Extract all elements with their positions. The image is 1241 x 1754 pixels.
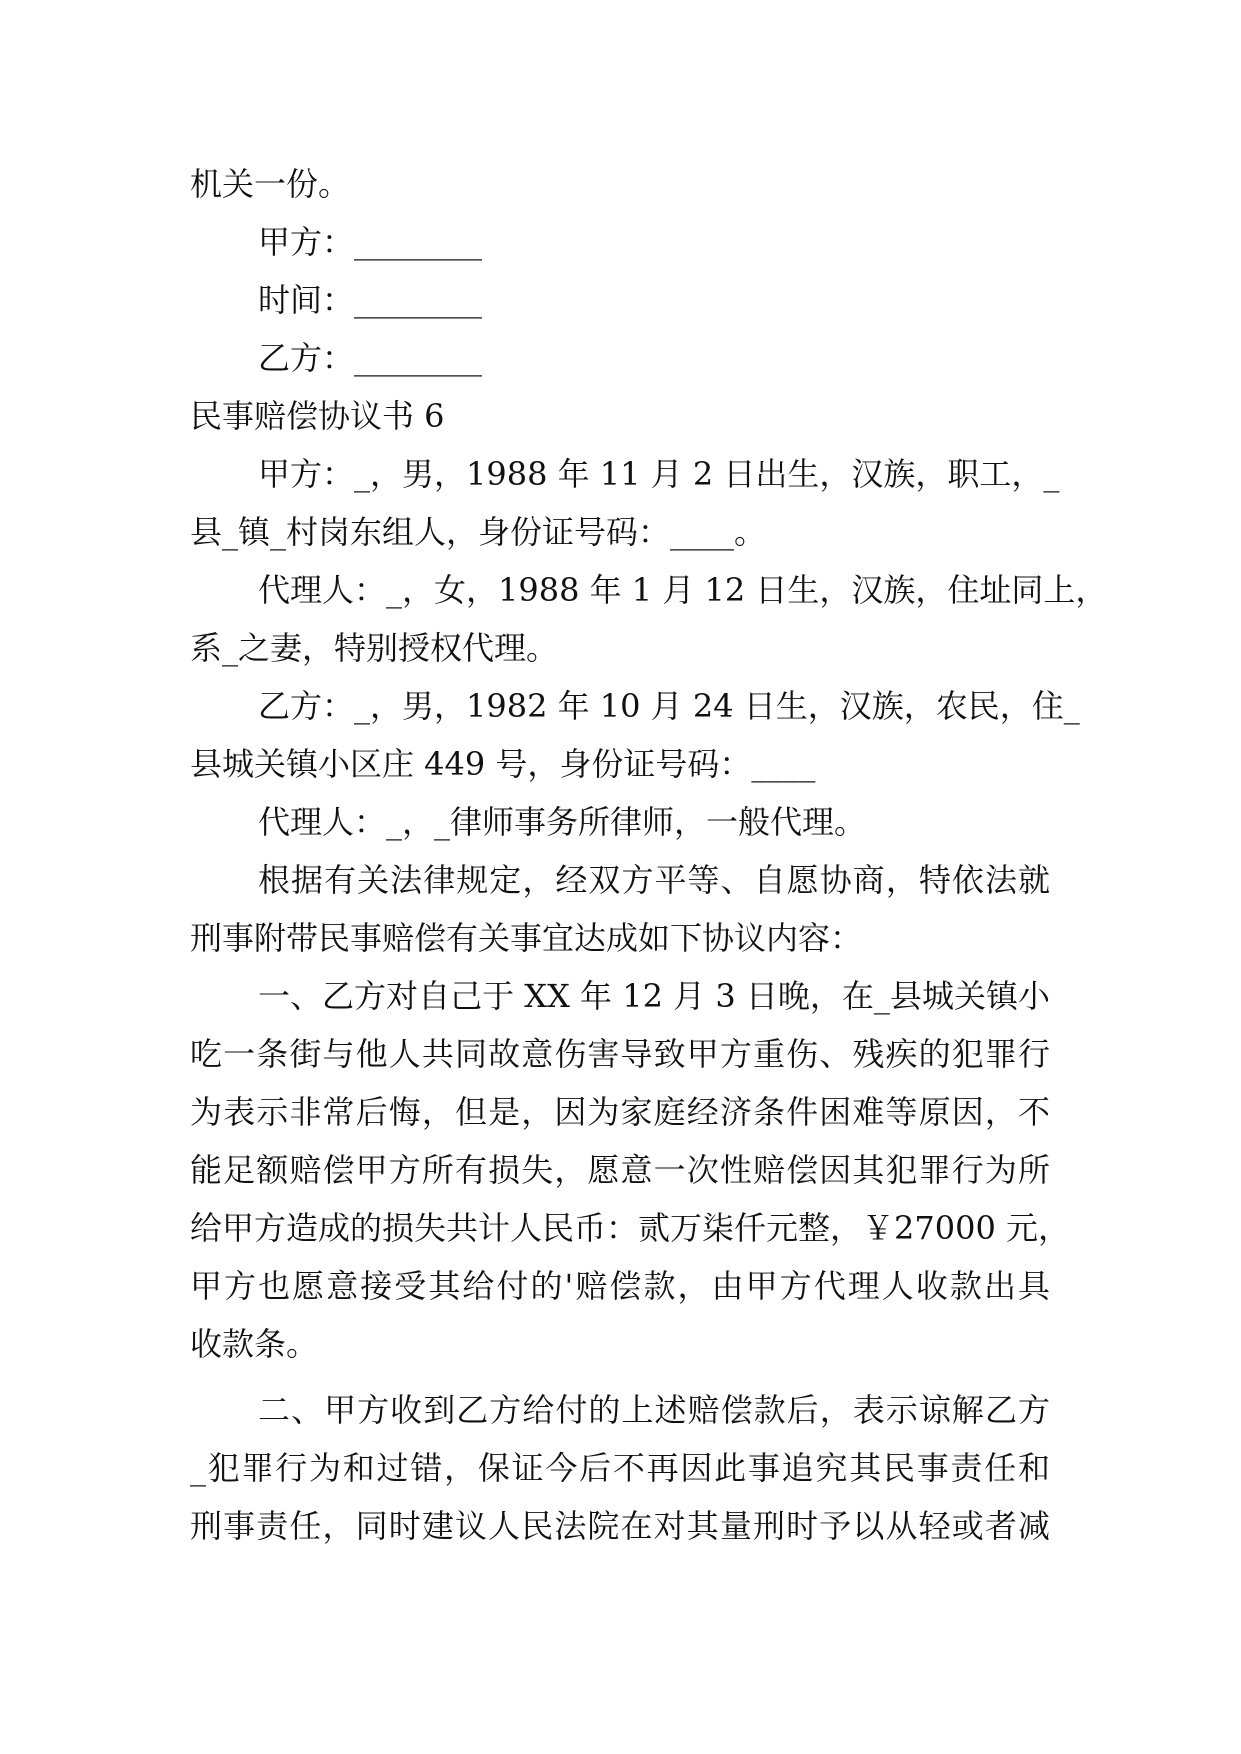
- text-line: 机关一份。: [190, 165, 351, 203]
- signature-party-a: 甲方：________: [258, 223, 483, 261]
- text-line: 县_镇_村岗东组人，身份证号码：____。: [190, 513, 767, 551]
- text-line: _犯罪行为和过错，保证今后不再因此事追究其民事责任和: [190, 1449, 1050, 1487]
- text-line: 根据有关法律规定，经双方平等、自愿协商，特依法就: [258, 861, 1050, 899]
- text-line: 代理人：_，女，1988 年 1 月 12 日生，汉族，住址同上，: [258, 571, 1108, 609]
- text-line: 收款条。: [190, 1325, 319, 1363]
- text-line: 乙方：_，男，1982 年 10 月 24 日生，汉族，农民，住_: [258, 687, 1080, 725]
- text-line: 代理人：_，_律师事务所律师，一般代理。: [258, 803, 867, 841]
- text-line: 县城关镇小区庄 449 号，身份证号码：____: [190, 745, 816, 783]
- text-line: 二、甲方收到乙方给付的上述赔偿款后，表示谅解乙方: [258, 1391, 1050, 1429]
- text-line: 给甲方造成的损失共计人民币：贰万柒仟元整，￥27000 元，: [190, 1209, 1070, 1247]
- text-line: 能足额赔偿甲方所有损失，愿意一次性赔偿因其犯罪行为所: [190, 1151, 1050, 1189]
- text-line: 刑事责任，同时建议人民法院在对其量刑时予以从轻或者减: [190, 1507, 1050, 1545]
- signature-date: 时间：________: [258, 281, 483, 319]
- text-line: 为表示非常后悔，但是，因为家庭经济条件困难等原因，不: [190, 1093, 1050, 1131]
- text-line: 一、乙方对自己于 XX 年 12 月 3 日晚，在_县城关镇小: [258, 977, 1050, 1015]
- text-line: 刑事附带民事赔偿有关事宜达成如下协议内容：: [190, 919, 863, 957]
- section-title: 民事赔偿协议书 6: [190, 397, 445, 435]
- text-line: 甲方也愿意接受其给付的'赔偿款，由甲方代理人收款出具: [190, 1267, 1050, 1305]
- signature-party-b: 乙方：________: [258, 339, 483, 377]
- text-line: 甲方：_，男，1988 年 11 月 2 日出生，汉族，职工，_: [258, 455, 1060, 493]
- text-line: 系_之妻，特别授权代理。: [190, 629, 559, 667]
- text-line: 吃一条街与他人共同故意伤害导致甲方重伤、残疾的犯罪行: [190, 1035, 1050, 1073]
